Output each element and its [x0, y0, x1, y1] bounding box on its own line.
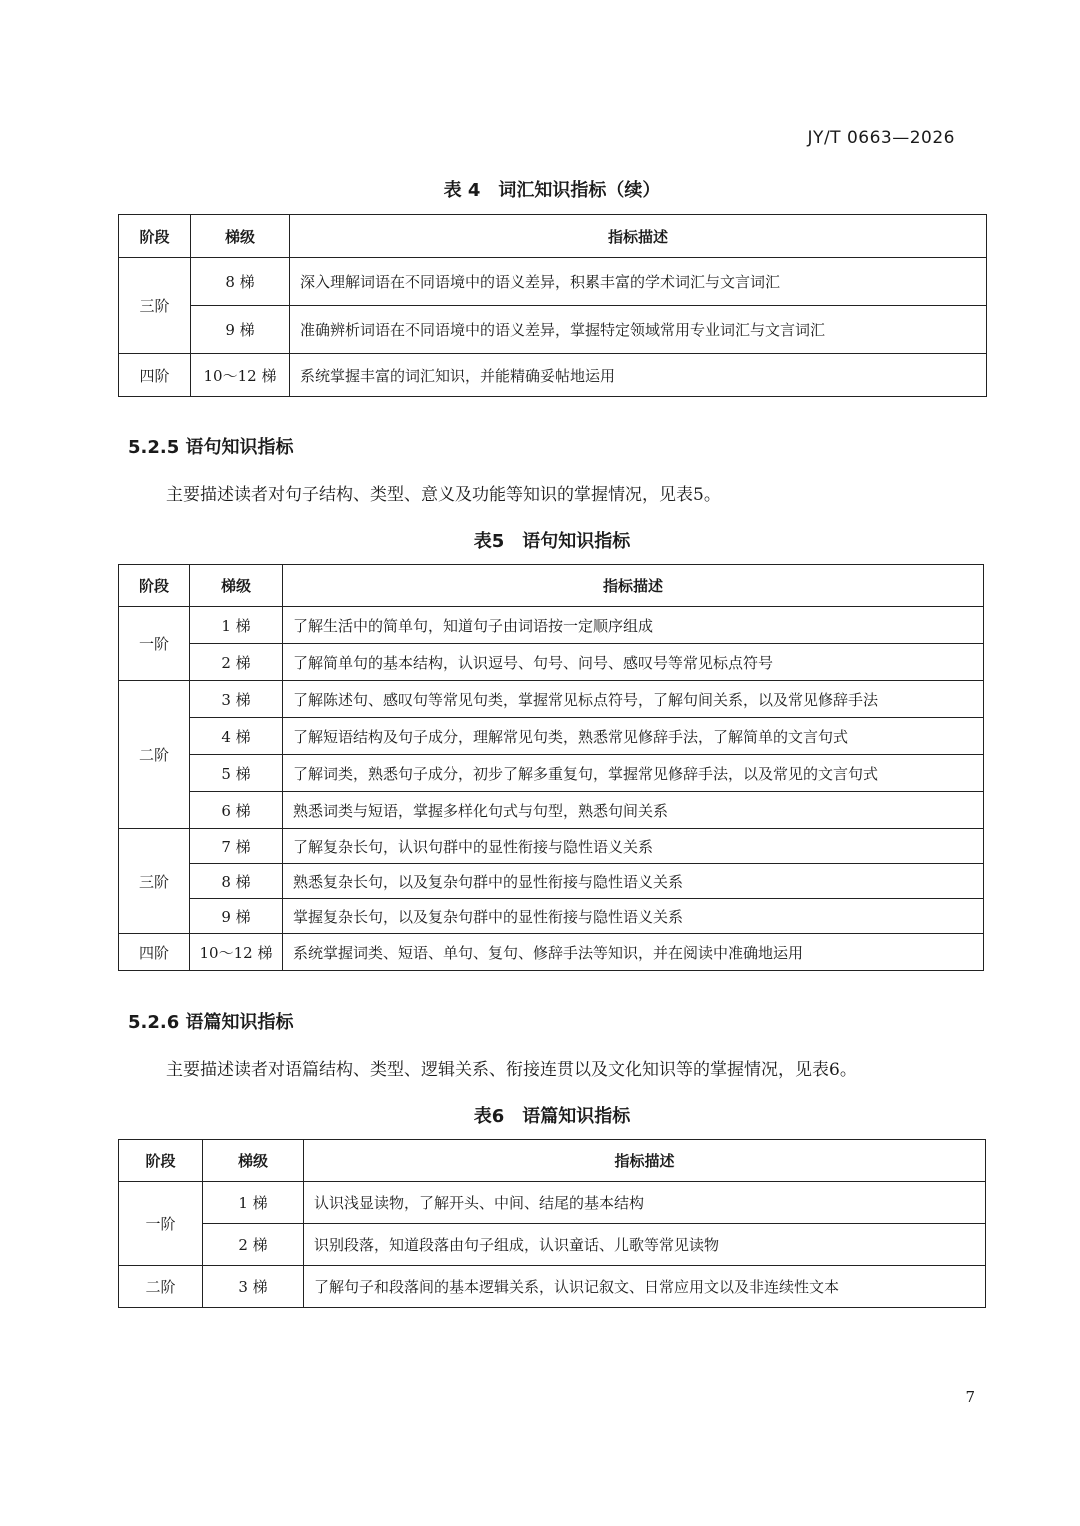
table5	[118, 564, 984, 971]
stage-cell: 二阶	[119, 681, 190, 829]
table-row	[119, 792, 984, 829]
table-row	[119, 1266, 986, 1308]
table-row	[119, 354, 987, 397]
desc-cell: 了解陈述句、感叹句等常见句类，掌握常见标点符号，了解句间关系，以及常见修辞手法	[283, 681, 984, 718]
table4-title: 表 4 词汇知识指标（续）	[443, 180, 661, 201]
desc-cell: 准确辨析词语在不同语境中的语义差异，掌握特定领域常用专业词汇与文言词汇	[290, 306, 987, 354]
desc-cell: 识别段落，知道段落由句子组成，认识童话、儿歌等常见读物	[304, 1224, 986, 1266]
table6	[118, 1139, 986, 1308]
level-cell: 8 梯	[190, 864, 283, 899]
stage-cell: 三阶	[119, 829, 190, 934]
desc-cell: 了解生活中的简单句，知道句子由词语按一定顺序组成	[283, 607, 984, 644]
table4-header-stage: 阶段	[119, 215, 191, 258]
table5-title: 表5 语句知识指标	[473, 531, 631, 552]
desc-cell: 认识浅显读物，了解开头、中间、结尾的基本结构	[304, 1182, 986, 1224]
table6-header-row	[119, 1140, 986, 1182]
table-row	[119, 864, 984, 899]
table-row	[119, 934, 984, 971]
level-cell: 3 梯	[203, 1266, 304, 1308]
table6-header-stage: 阶段	[119, 1140, 203, 1182]
table4	[118, 214, 987, 397]
table5-header-level: 梯级	[190, 565, 283, 607]
level-cell: 6 梯	[190, 792, 283, 829]
stage-cell: 三阶	[119, 258, 191, 354]
table-row	[119, 1182, 986, 1224]
level-cell: 2 梯	[190, 644, 283, 681]
document-code: JY/T 0663—2026	[807, 128, 955, 148]
section-heading-5-2-6: 5.2.6 语篇知识指标	[128, 1012, 294, 1033]
table5-header-desc: 指标描述	[283, 565, 984, 607]
table6-title: 表6 语篇知识指标	[473, 1106, 631, 1127]
section-text-5-2-5: 主要描述读者对句子结构、类型、意义及功能等知识的掌握情况，见表5。	[166, 485, 721, 505]
desc-cell: 了解简单句的基本结构，认识逗号、句号、问号、感叹号等常见标点符号	[283, 644, 984, 681]
desc-cell: 熟悉词类与短语，掌握多样化句式与句型，熟悉句间关系	[283, 792, 984, 829]
desc-cell: 深入理解词语在不同语境中的语义差异，积累丰富的学术词汇与文言词汇	[290, 258, 987, 306]
stage-cell: 四阶	[119, 354, 191, 397]
stage-cell: 一阶	[119, 607, 190, 681]
table-row	[119, 681, 984, 718]
level-cell: 4 梯	[190, 718, 283, 755]
table-row	[119, 755, 984, 792]
level-cell: 9 梯	[190, 899, 283, 934]
section-text-5-2-6: 主要描述读者对语篇结构、类型、逻辑关系、衔接连贯以及文化知识等的掌握情况，见表6。	[166, 1060, 857, 1080]
level-cell: 7 梯	[190, 829, 283, 864]
desc-cell: 了解句子和段落间的基本逻辑关系，认识记叙文、日常应用文以及非连续性文本	[304, 1266, 986, 1308]
section-heading-5-2-5: 5.2.5 语句知识指标	[128, 437, 294, 458]
table4-header-level: 梯级	[191, 215, 290, 258]
level-cell: 8 梯	[191, 258, 290, 306]
level-cell: 9 梯	[191, 306, 290, 354]
level-cell: 2 梯	[203, 1224, 304, 1266]
table-row	[119, 718, 984, 755]
table6-header-level: 梯级	[203, 1140, 304, 1182]
table-row	[119, 1224, 986, 1266]
level-cell: 5 梯	[190, 755, 283, 792]
level-cell: 1 梯	[190, 607, 283, 644]
desc-cell: 系统掌握词类、短语、单句、复句、修辞手法等知识，并在阅读中准确地运用	[283, 934, 984, 971]
stage-cell: 四阶	[119, 934, 190, 971]
desc-cell: 系统掌握丰富的词汇知识，并能精确妥帖地运用	[290, 354, 987, 397]
desc-cell: 掌握复杂长句，以及复杂句群中的显性衔接与隐性语义关系	[283, 899, 984, 934]
table-row	[119, 306, 987, 354]
table4-header-desc: 指标描述	[290, 215, 987, 258]
page-number: 7	[965, 1388, 975, 1406]
table6-header-desc: 指标描述	[304, 1140, 986, 1182]
table-row	[119, 258, 987, 306]
table4-header-row	[119, 215, 987, 258]
level-cell: 10～12 梯	[191, 354, 290, 397]
desc-cell: 了解词类，熟悉句子成分，初步了解多重复句，掌握常见修辞手法，以及常见的文言句式	[283, 755, 984, 792]
table5-header-stage: 阶段	[119, 565, 190, 607]
level-cell: 3 梯	[190, 681, 283, 718]
table-row	[119, 607, 984, 644]
table-row	[119, 899, 984, 934]
level-cell: 10～12 梯	[190, 934, 283, 971]
stage-cell: 一阶	[119, 1182, 203, 1266]
desc-cell: 熟悉复杂长句，以及复杂句群中的显性衔接与隐性语义关系	[283, 864, 984, 899]
table-row	[119, 829, 984, 864]
table5-header-row	[119, 565, 984, 607]
desc-cell: 了解短语结构及句子成分，理解常见句类，熟悉常见修辞手法，了解简单的文言句式	[283, 718, 984, 755]
level-cell: 1 梯	[203, 1182, 304, 1224]
desc-cell: 了解复杂长句，认识句群中的显性衔接与隐性语义关系	[283, 829, 984, 864]
stage-cell: 二阶	[119, 1266, 203, 1308]
table-row	[119, 644, 984, 681]
